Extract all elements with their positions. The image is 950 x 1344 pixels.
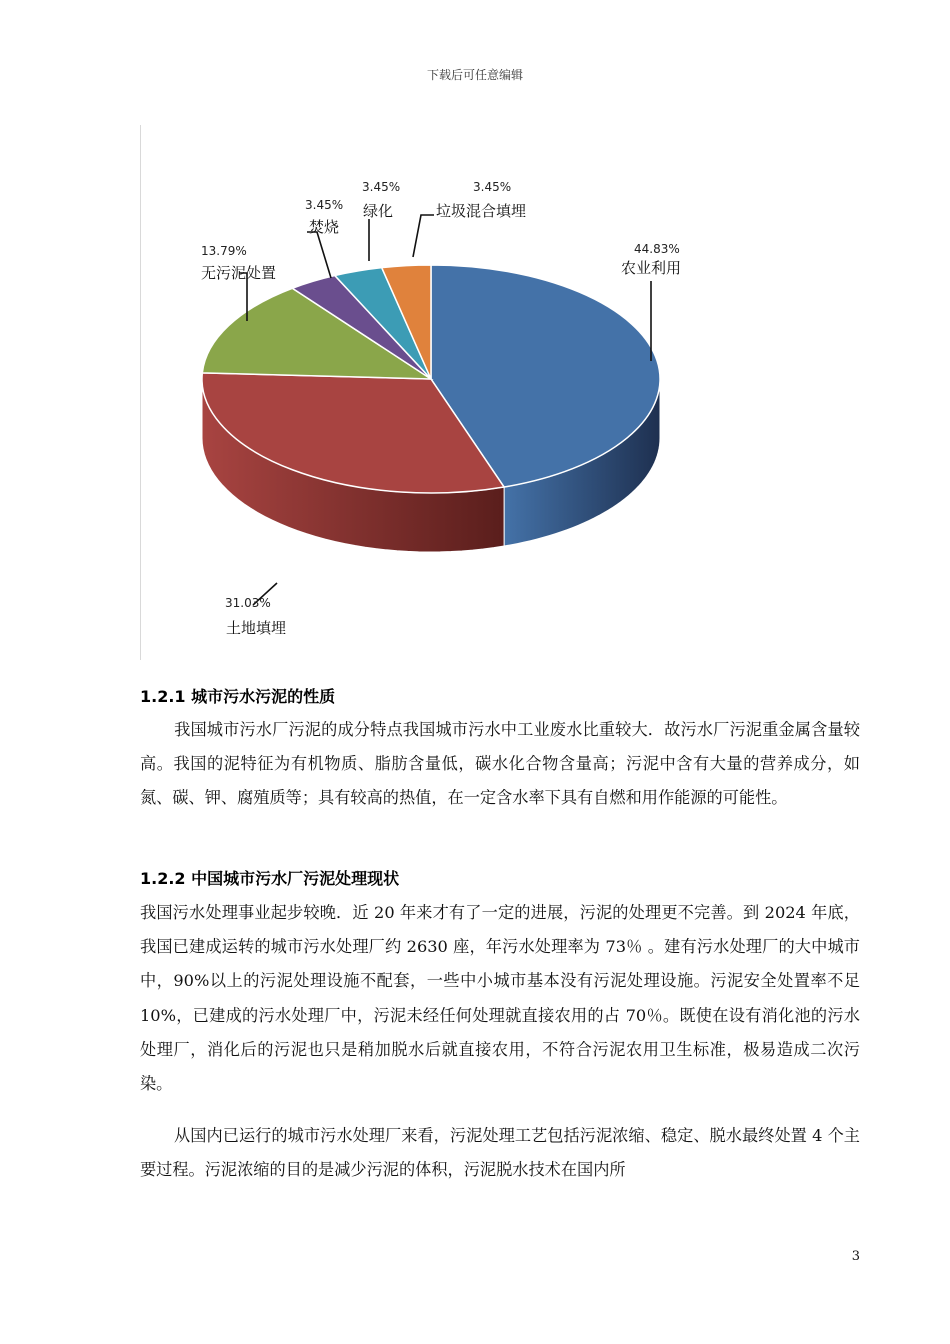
sludge-disposal-pie-chart bbox=[140, 125, 701, 660]
section-heading-1-2-2: 1.2.2 中国城市污水厂污泥处理现状 bbox=[140, 869, 400, 888]
section-heading-1-2-1: 1.2.1 城市污水污泥的性质 bbox=[140, 687, 336, 706]
data-label-category: 垃圾混合填埋 bbox=[436, 202, 527, 220]
data-label-category: 土地填埋 bbox=[226, 619, 287, 637]
data-label-percent: 3.45% bbox=[305, 198, 344, 212]
data-label-category: 绿化 bbox=[363, 202, 394, 220]
data-label-category: 无污泥处置 bbox=[201, 264, 277, 282]
data-label-percent: 44.83% bbox=[634, 242, 680, 256]
data-label-category: 农业利用 bbox=[621, 259, 682, 277]
data-label-percent: 31.03% bbox=[225, 596, 271, 610]
section-1-paragraph bbox=[140, 713, 860, 816]
pie-chart-svg bbox=[141, 125, 701, 660]
section-2-paragraph-2-text: 从国内已运行的城市污水处理厂来看，污泥处理工艺包括污泥浓缩、稳定、脱水最终处置 4 个主要过程。污泥浓缩的目的是减少污泥的体积，污泥脱水技术在国内所 bbox=[140, 1126, 860, 1180]
section-2-paragraph-2 bbox=[140, 1119, 860, 1187]
leader-line-焚烧 bbox=[307, 232, 331, 278]
section-2-paragraph-1: 我国污水处理事业起步较晚．近 20 年来才有了一定的进展，污泥的处理更不完善。到 2024 年底，我国已建成运转的城市污水处理厂约 2630 座，年污水处理率为 73％ 。建有污水处理厂的大中城市中，90%以上的污泥处理设施不配套，一些中小城市基本没有污泥处理设施。污泥安全处置率不足 10%，已建成的污水处理厂中，污泥未经任何处理就直接农用的占 70％。既使在设有消化池的污水处理厂，消化后的污泥也只是稍加脱水后就直接农用，不符合污泥农用卫生标准，极易造成二次污染。 bbox=[140, 903, 860, 1094]
data-label-percent: 3.45% bbox=[362, 180, 401, 194]
page-header: 下载后可任意编辑 bbox=[426, 68, 523, 82]
section-1-paragraph-text: 我国城市污水厂污泥的成分特点我国城市污水中工业废水比重较大．故污水厂污泥重金属含量较高。我国的泥特征为有机物质、脂肪含量低，碳水化合物含量高；污泥中含有大量的营养成分，如氮、碳、钾、腐殖质等；具有较高的热值，在一定含水率下具有自燃和用作能源的可能性。 bbox=[140, 720, 860, 808]
leader-line-垃圾混合填埋 bbox=[413, 215, 434, 257]
page-number: 3 bbox=[851, 1249, 860, 1264]
data-label-percent: 3.45% bbox=[473, 180, 512, 194]
data-label-percent: 13.79% bbox=[201, 244, 247, 258]
data-label-category: 焚烧 bbox=[309, 218, 340, 236]
